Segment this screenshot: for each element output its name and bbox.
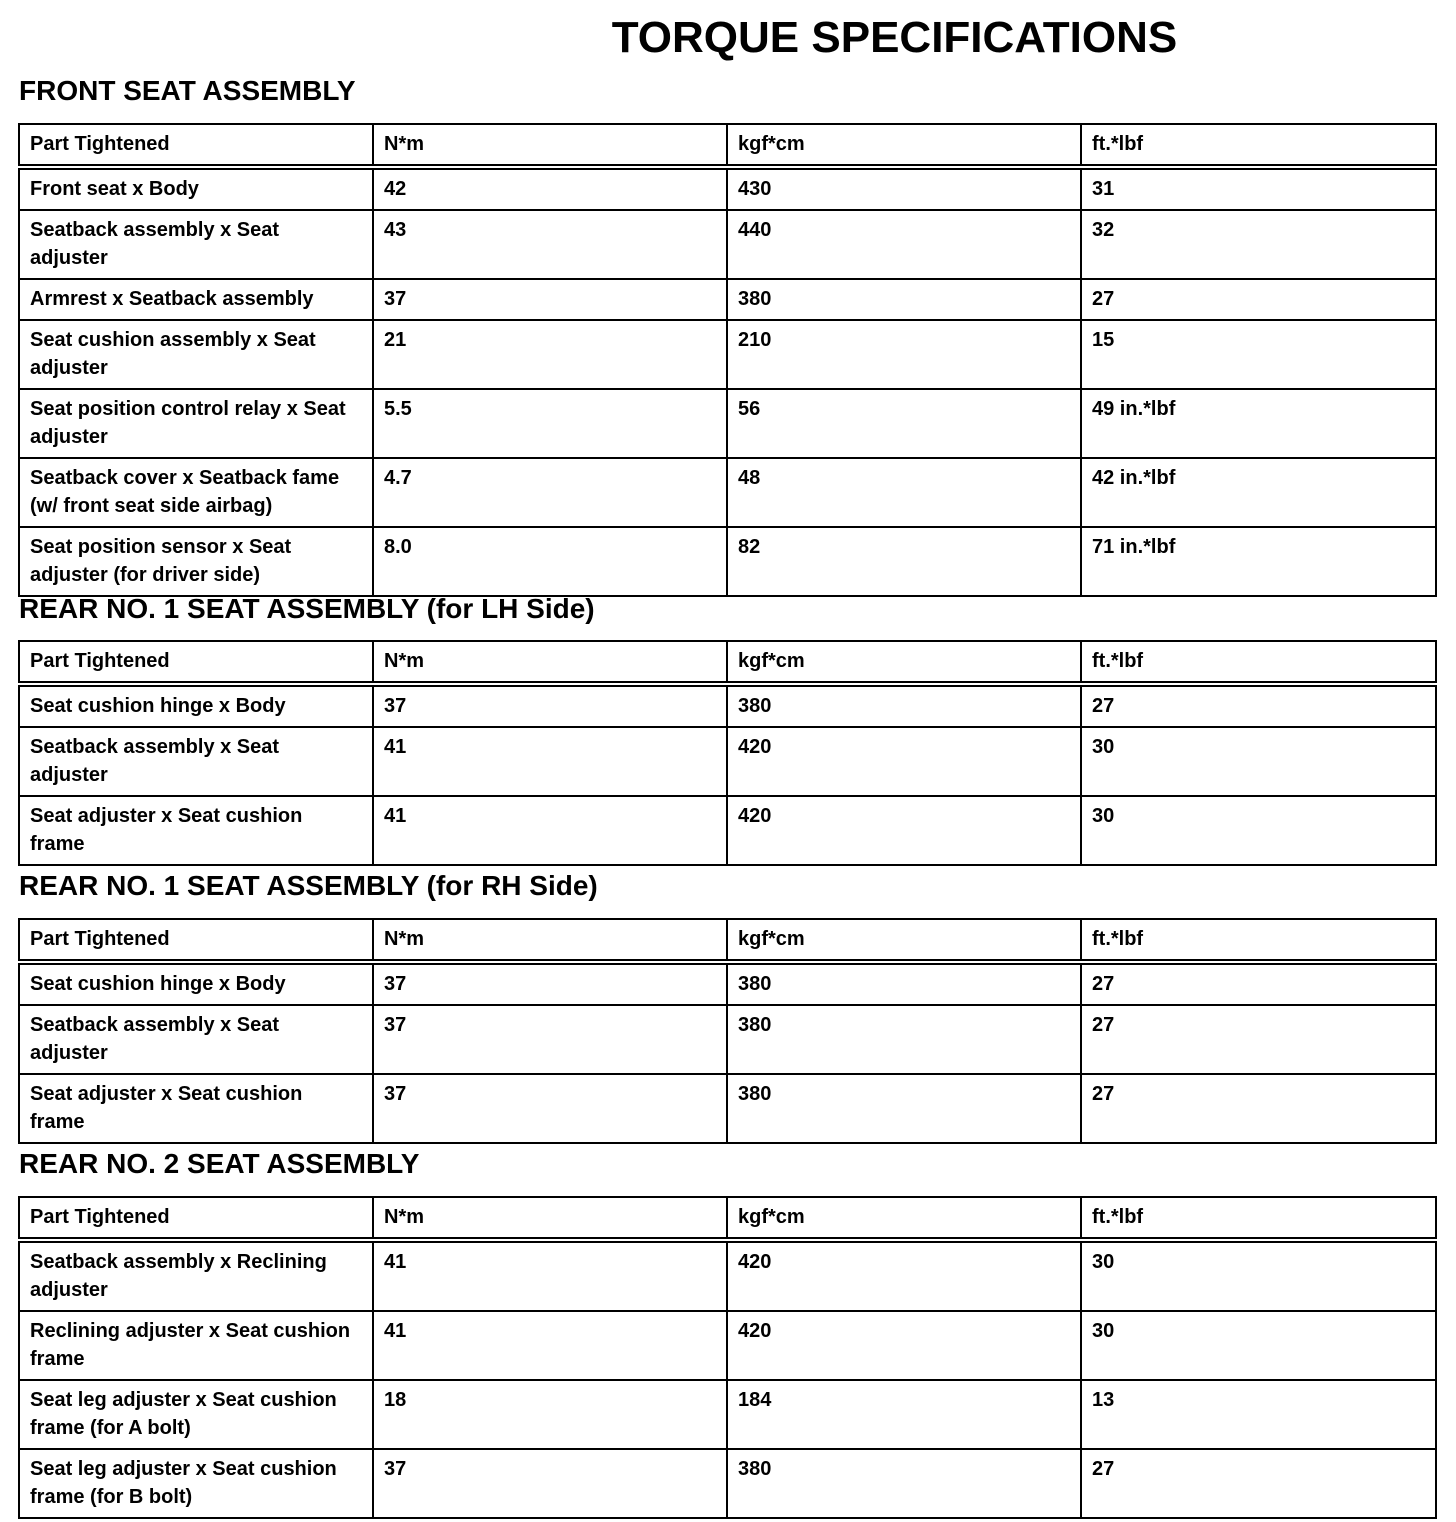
- cell-part: Seat position sensor x Seat adjuster (for driver side): [19, 527, 373, 596]
- cell-part: Seatback assembly x Reclining adjuster: [19, 1240, 373, 1311]
- cell-nm: 5.5: [373, 389, 727, 458]
- cell-kgfcm: 420: [727, 796, 1081, 865]
- cell-ftlbf: 27: [1081, 1005, 1436, 1074]
- column-header-part: Part Tightened: [19, 1197, 373, 1240]
- cell-kgfcm: 380: [727, 279, 1081, 320]
- cell-nm: 41: [373, 796, 727, 865]
- page-title: TORQUE SPECIFICATIONS: [611, 13, 1178, 62]
- cell-nm: 42: [373, 167, 727, 210]
- cell-ftlbf: 31: [1081, 167, 1436, 210]
- cell-ftlbf: 27: [1081, 962, 1436, 1005]
- cell-part: Seat cushion assembly x Seat adjuster: [19, 320, 373, 389]
- cell-ftlbf: 42 in.*lbf: [1081, 458, 1436, 527]
- section-heading-rear1-rh: REAR NO. 1 SEAT ASSEMBLY (for RH Side): [19, 870, 598, 901]
- cell-nm: 21: [373, 320, 727, 389]
- table-row: [19, 389, 1436, 458]
- cell-kgfcm: 380: [727, 1005, 1081, 1074]
- column-header-nm: N*m: [373, 124, 727, 167]
- cell-ftlbf: 13: [1081, 1380, 1436, 1449]
- cell-nm: 41: [373, 1240, 727, 1311]
- table-row: [19, 1074, 1436, 1143]
- table-row: [19, 962, 1436, 1005]
- cell-part: Seatback cover x Seatback fame (w/ front seat side airbag): [19, 458, 373, 527]
- table-header-row: [19, 919, 1436, 962]
- cell-kgfcm: 380: [727, 684, 1081, 727]
- table-header-row: [19, 124, 1436, 167]
- column-header-ftlbf: ft.*lbf: [1081, 919, 1436, 962]
- cell-nm: 37: [373, 279, 727, 320]
- torque-table-rear2: [18, 1196, 1437, 1519]
- table-row: [19, 320, 1436, 389]
- column-header-part: Part Tightened: [19, 124, 373, 167]
- column-header-kgfcm: kgf*cm: [727, 124, 1081, 167]
- column-header-kgfcm: kgf*cm: [727, 1197, 1081, 1240]
- cell-nm: 37: [373, 1074, 727, 1143]
- cell-part: Seat leg adjuster x Seat cushion frame (for A bolt): [19, 1380, 373, 1449]
- cell-ftlbf: 32: [1081, 210, 1436, 279]
- table-header-row: [19, 641, 1436, 684]
- table-row: [19, 527, 1436, 596]
- torque-table-rear1-lh: [18, 640, 1437, 866]
- cell-kgfcm: 420: [727, 727, 1081, 796]
- cell-ftlbf: 15: [1081, 320, 1436, 389]
- cell-ftlbf: 27: [1081, 684, 1436, 727]
- cell-part: Armrest x Seatback assembly: [19, 279, 373, 320]
- cell-ftlbf: 30: [1081, 1240, 1436, 1311]
- cell-ftlbf: 27: [1081, 1449, 1436, 1518]
- cell-nm: 4.7: [373, 458, 727, 527]
- cell-kgfcm: 48: [727, 458, 1081, 527]
- column-header-ftlbf: ft.*lbf: [1081, 124, 1436, 167]
- table-row: [19, 1005, 1436, 1074]
- table-header-row: [19, 1197, 1436, 1240]
- section-heading-rear1-lh: REAR NO. 1 SEAT ASSEMBLY (for LH Side): [19, 593, 595, 624]
- table-row: [19, 279, 1436, 320]
- cell-kgfcm: 420: [727, 1311, 1081, 1380]
- section-heading-rear2: REAR NO. 2 SEAT ASSEMBLY: [19, 1148, 420, 1179]
- column-header-nm: N*m: [373, 1197, 727, 1240]
- column-header-part: Part Tightened: [19, 641, 373, 684]
- table-row: [19, 458, 1436, 527]
- cell-part: Seat leg adjuster x Seat cushion frame (for B bolt): [19, 1449, 373, 1518]
- cell-part: Reclining adjuster x Seat cushion frame: [19, 1311, 373, 1380]
- table-row: [19, 1449, 1436, 1518]
- cell-nm: 8.0: [373, 527, 727, 596]
- cell-ftlbf: 49 in.*lbf: [1081, 389, 1436, 458]
- cell-part: Front seat x Body: [19, 167, 373, 210]
- column-header-kgfcm: kgf*cm: [727, 641, 1081, 684]
- cell-ftlbf: 71 in.*lbf: [1081, 527, 1436, 596]
- cell-part: Seatback assembly x Seat adjuster: [19, 1005, 373, 1074]
- torque-table-rear1-rh: [18, 918, 1437, 1144]
- column-header-kgfcm: kgf*cm: [727, 919, 1081, 962]
- cell-nm: 37: [373, 962, 727, 1005]
- cell-nm: 18: [373, 1380, 727, 1449]
- cell-nm: 41: [373, 727, 727, 796]
- column-header-nm: N*m: [373, 641, 727, 684]
- cell-ftlbf: 30: [1081, 727, 1436, 796]
- cell-kgfcm: 56: [727, 389, 1081, 458]
- cell-kgfcm: 380: [727, 1074, 1081, 1143]
- cell-kgfcm: 430: [727, 167, 1081, 210]
- table-row: [19, 1380, 1436, 1449]
- table-row: [19, 167, 1436, 210]
- cell-ftlbf: 27: [1081, 279, 1436, 320]
- cell-part: Seat adjuster x Seat cushion frame: [19, 1074, 373, 1143]
- cell-kgfcm: 440: [727, 210, 1081, 279]
- table-row: [19, 210, 1436, 279]
- cell-ftlbf: 30: [1081, 1311, 1436, 1380]
- table-row: [19, 684, 1436, 727]
- cell-part: Seat cushion hinge x Body: [19, 962, 373, 1005]
- table-row: [19, 1311, 1436, 1380]
- column-header-ftlbf: ft.*lbf: [1081, 1197, 1436, 1240]
- cell-nm: 41: [373, 1311, 727, 1380]
- cell-ftlbf: 27: [1081, 1074, 1436, 1143]
- cell-kgfcm: 82: [727, 527, 1081, 596]
- cell-nm: 37: [373, 1005, 727, 1074]
- table-row: [19, 727, 1436, 796]
- cell-nm: 37: [373, 684, 727, 727]
- section-heading-front-seat: FRONT SEAT ASSEMBLY: [19, 75, 356, 106]
- torque-table-front-seat: [18, 123, 1437, 597]
- cell-kgfcm: 184: [727, 1380, 1081, 1449]
- cell-part: Seat position control relay x Seat adjuster: [19, 389, 373, 458]
- cell-part: Seat adjuster x Seat cushion frame: [19, 796, 373, 865]
- cell-kgfcm: 380: [727, 1449, 1081, 1518]
- table-row: [19, 1240, 1436, 1311]
- cell-nm: 37: [373, 1449, 727, 1518]
- cell-ftlbf: 30: [1081, 796, 1436, 865]
- column-header-nm: N*m: [373, 919, 727, 962]
- cell-part: Seat cushion hinge x Body: [19, 684, 373, 727]
- cell-kgfcm: 420: [727, 1240, 1081, 1311]
- cell-kgfcm: 210: [727, 320, 1081, 389]
- cell-nm: 43: [373, 210, 727, 279]
- column-header-ftlbf: ft.*lbf: [1081, 641, 1436, 684]
- cell-part: Seatback assembly x Seat adjuster: [19, 210, 373, 279]
- column-header-part: Part Tightened: [19, 919, 373, 962]
- cell-part: Seatback assembly x Seat adjuster: [19, 727, 373, 796]
- cell-kgfcm: 380: [727, 962, 1081, 1005]
- table-row: [19, 796, 1436, 865]
